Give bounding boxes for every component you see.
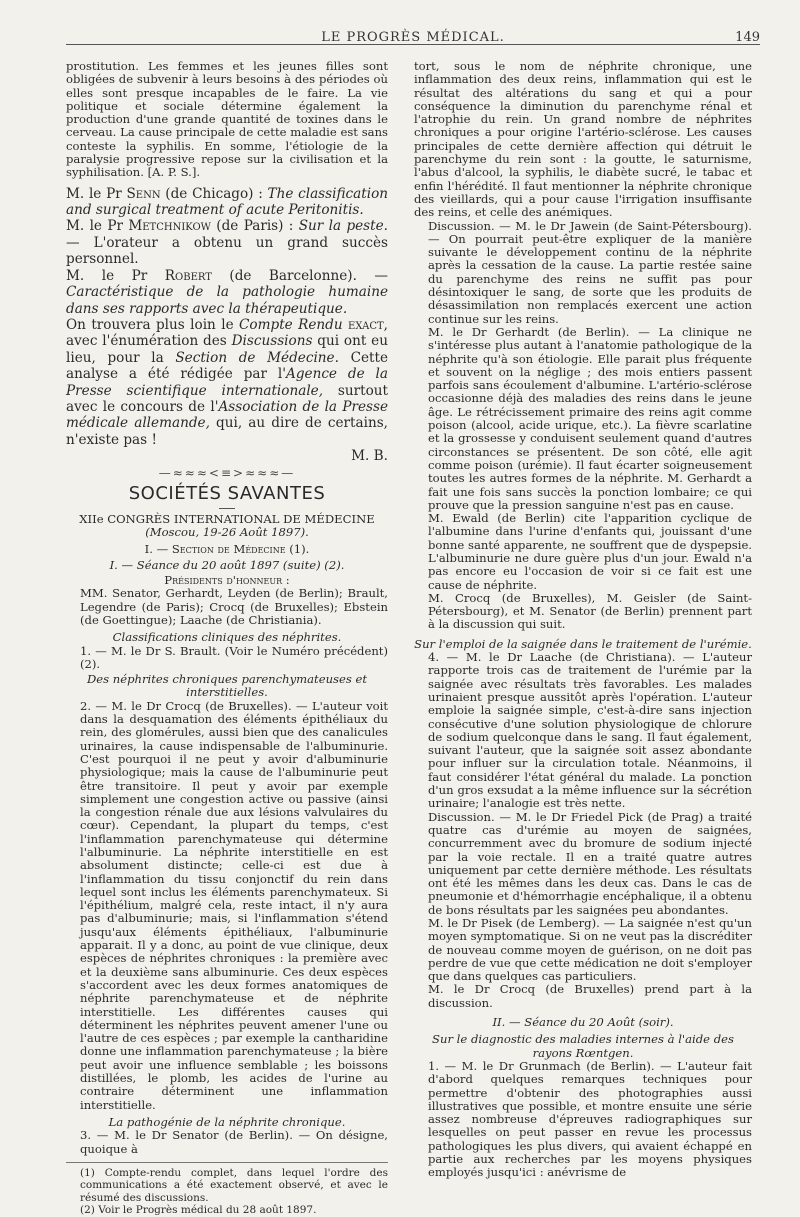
brault-line: 1. — M. le Dr S. Brault. (Voir le Numéro précédent) (2). <box>80 643 388 671</box>
signature-mb: M. B. <box>351 448 388 465</box>
paragraph-gerhardt: M. le Dr Gerhardt (de Berlin). — La clinique ne s'intéresse plus autant à l'anatomie pathologique de la néphrite qu'à son étiologie. Elle parait plus fréquente et souvent on la néglige ; des mois entiers passent parfois sans écoulement d'albumine. L'artério-sclérose occasionne déjà des maladies des reins dans le jeune âge. Le rétrécissement primaire des reins agit comme poison (alcool, acide urique, etc.). La fièvre scarlatine et la grossesse y conduisent seulement quand d'autres circonstances se présentent. De son côté, elle agit comme poison (urémie). Il faut écarter soigneusement toutes les autres formes de la néphrite. M. Gerhardt a fait une fois sans succès la ponction lombaire; ce qui prouve que la pression sanguine n'est pas en cause. <box>428 324 752 512</box>
paragraph-intro: prostitution. Les femmes et les jeunes filles sont obligées de subvenir à leurs besoins à des périodes où elles sont presque incapables de le faire. La vie politique et sociale détermine également la production d'une grande quantité de toxines dans le cerveau. La cause principale de cette maladie est sans conteste la syphilis. En somme, l'étiologie de la paralysie progressive repose sur la civilisation et la syphilisation. [A. P. S.]. <box>66 59 388 180</box>
footnote-1: (1) Compte-rendu complet, dans lequel l'ordre des communications a été exactement observé, et avec le résumé des discussions. <box>80 1166 388 1204</box>
congress-place: (Moscou, 19-26 Août 1897). <box>145 525 309 540</box>
paragraph-pisek: M. le Dr Pisek (de Lemberg). — La saignée n'est qu'un moyen symptomatique. Si on ne veut pas la discréditer de nouveau comme moyen de guérison, on ne doit pas perdre de vue que cette médication ne doit s'employer que dans quelques cas particuliers. <box>428 916 752 984</box>
paragraph-pick: Discussion. — M. le Dr Friedel Pick (de Prag) a traité quatre cas d'urémie au moyen de saignées, concurremment avec du bromure de sodium injecté par la voie rectale. Il en a traité quatre autres uniquement par cette dernière méthode. Les résultats ont été les mêmes dans les deux cas. Dans le cas de pneumonie et d'hémorrhagie encéphalique, il a obtenu de bons résultats par les saignées peu abondantes. <box>428 809 752 917</box>
congress-title: XIIe CONGRÈS INTERNATIONAL DE MÉDECINE <box>79 511 375 526</box>
senator-line: 3. — M. le Dr Senator (de Berlin). — On désigne, quoique à <box>80 1128 388 1156</box>
paragraph-crocq-2: M. le Dr Crocq (de Bruxelles) prend part à la discussion. <box>428 982 752 1010</box>
paragraph-laache: 4. — M. le Dr Laache (de Christiana). — L'auteur rapporte trois cas de traitement de l'urémie par la saignée avec résultats très favorables. Les malades urinaient presque aussitôt après l'opération. L'auteur emploie la saignée simple, c'est-à-dire sans injection consécutive d'une solution physiologique de chlorure de sodium quelconque dans le sang. Il faut également, suivant l'auteur, que la saignée soit assez abondante pour influer sur la circulation totale. Néanmoins, il faut considérer l'état général du malade. La ponction d'un gros exsudat a la même influence sur la sécrétion urinaire; l'analogie est très nette. <box>428 650 752 811</box>
journal-title: LE PROGRÈS MÉDICAL. <box>321 30 505 45</box>
page-number: 149 <box>735 30 760 45</box>
ornament-divider: —≈≈≈<≡>≈≈≈— <box>158 465 296 480</box>
footnote-2: (2) Voir le Progrès médical du 28 août 1897. <box>80 1204 317 1217</box>
paragraph-senator-continued: tort, sous le nom de néphrite chronique, une inflammation des deux reins, inflammation qui est le résultat des altérations du sang et qui a pour conséquence la diminution du parenchyme rénal et l'atrophie du rein. Un grand nombre de néphrites chroniques a pour origine l'artério-sclérose. Les causes principales de cette dernière affection qui détruit le parenchyme du rein sont : la goutte, le saturnisme, l'abus d'alcool, la syphilis, le diabète sucré, le tabac et enfin l'hérédité. Il faut mentionner la néphrite chronique des vieillards, qui a pour cause l'irrigation insuffisante des reins, et celle des anémiques. <box>414 59 752 220</box>
paragraph-jawein: Discussion. — M. le Dr Jawein (de Saint-Pétersbourg). — On pourrait peut-être expliquer de la manière suivante le développement continu de la néphrite après la cessation de la cause. La partie restée saine du parenchyme des reins ne suffit pas pour désintoxiquer le sang, de sorte que les produits de désassimilation non remplacés exercent une action continue sur les reins. <box>428 218 752 326</box>
presidents-list: MM. Senator, Gerhardt, Leyden (de Berlin); Brault, Legendre (de Paris); Crocq (de Bruxelles); Ebstein (de Goettingue); Laache (de Christiania). <box>80 586 388 627</box>
paragraph-ewald: M. Ewald (de Berlin) cite l'apparition cyclique de l'albumine dans l'urine d'enfants qui, jouissant d'une bonne santé apparente, ne souffrent que de dyspepsie. L'albuminurie ne dure guère plus d'un jour. Ewald n'a pas encore eu l'occasion de voir si ce fait est une cause de néphrite. <box>428 511 752 592</box>
paragraph-robert: M. le Pr Robert (de Barcelonne). — Caractéristique de la pathologie humaine dans ses rapports avec la thérapeutique. <box>66 267 388 317</box>
paragraph-crocq: 2. — M. le Dr Crocq (de Bruxelles). — L'auteur voit dans la desquamation des éléments épithéliaux du rein, des glomérules, aussi bien que des canalicules urinaires, la cause indispensable de l'albuminurie. C'est pourquoi il ne peut y avoir d'albuminurie physiologique; mais la cause de l'albuminurie peut être transitoire. Il peut y avoir par exemple simplement une congestion active ou passive (ainsi la congestion rénale due aux lésions valvulaires du cœur). Cependant, la plupart du temps, c'est l'inflammation parenchymateuse qui détermine l'albuminurie. La néphrite interstitielle en est absolument distincte; celle-ci est due à l'inflammation du tissu conjonctif du rein dans lequel sont inclus les éléments parenchymateux. Si l'épithélium, malgré cela, reste intact, il n'y aura pas d'albuminurie; mais, si l'inflammation s'étend jusqu'aux éléments épithéliaux, l'albuminurie apparait. Il y a donc, au point de vue clinique, deux espèces de néphrites chroniques : la première avec et la deuxième sans albuminurie. Ces deux espèces s'accordent avec les deux formes anatomiques de néphrite parenchymateuse et de néphrite interstitielle. Les différentes causes qui déterminent les néphrites peuvent amener l'une ou l'autre de ces espèces ; par exemple la cantharidine donne une inflammation parenchymateuse ; la bière peut avoir une influence semblable ; les boissons distillées, le plomb, les acides de l'urine au contraire déterminent une inflammation interstitielle. <box>80 698 388 1112</box>
seance-2-heading: II. — Séance du 20 Août (soir). <box>492 1015 674 1030</box>
seance-heading: I. — Séance du 20 août 1897 (suite) (2). <box>109 557 345 572</box>
running-header <box>66 24 760 45</box>
saignee-heading: Sur l'emploi de la saignée dans le traitement de l'urémie. <box>414 636 752 651</box>
paragraph-metchnikow: M. le Pr Metchnikow (de Paris) : Sur la peste. — L'orateur a obtenu un grand succès personnel. <box>66 218 388 268</box>
roentgen-heading: Sur le diagnostic des maladies internes à l'aide des rayons Rœntgen. <box>432 1032 734 1060</box>
section-title: SOCIÉTÉS SAVANTES <box>128 482 326 504</box>
paragraph-grunmach: 1. — M. le Dr Grunmach (de Berlin). — L'auteur fait d'abord quelques remarques techniques pour permettre d'obtenir des photographies aussi illustratives que possible, et montre ensuite une série assez nombreuse d'épreuves radiographiques sur lesquelles on peut passer en revue les processus pathologiques les plus divers, qui avaient échappé en partie aux recherches par les moyens physiques employés jusqu'ici : anévrisme de <box>428 1058 752 1180</box>
left-column <box>66 60 388 1217</box>
right-column <box>414 60 752 1180</box>
signature: [A. P. S.]. <box>147 165 201 180</box>
pathogenie-heading: La pathogénie de la néphrite chronique. <box>108 1114 346 1129</box>
nephrites-heading: Des néphrites chroniques parenchymateuses et interstitielles. <box>86 672 368 700</box>
paragraph-senn: M. le Pr Senn (de Chicago) : The classification and surgical treatment of acute Peritonitis. <box>66 185 389 219</box>
paragraph-crocq-geisler: M. Crocq (de Bruxelles), M. Geisler (de Saint-Pétersbourg), et M. Senator (de Berlin) prennent part à la discussion qui suit. <box>428 590 752 632</box>
title-rule <box>219 508 235 509</box>
classifications-heading: Classifications cliniques des néphrites. <box>112 630 342 645</box>
paragraph-compte-rendu: On trouvera plus loin le Compte Rendu exact, avec l'énumération des Discussions qui ont eu lieu, pour la Section de Médecine. Cette analyse a été rédigée par l'Agence de la Presse scientifique internationale, surtout avec le concours de l'Association de la Presse médicale allemande, qui, au dire de certains, n'existe pas ! <box>66 316 389 448</box>
presidents-heading: Présidents d'honneur : <box>164 573 290 588</box>
section-heading: I. — Section de Médecine (1). <box>144 542 310 557</box>
footnotes <box>66 1162 388 1217</box>
